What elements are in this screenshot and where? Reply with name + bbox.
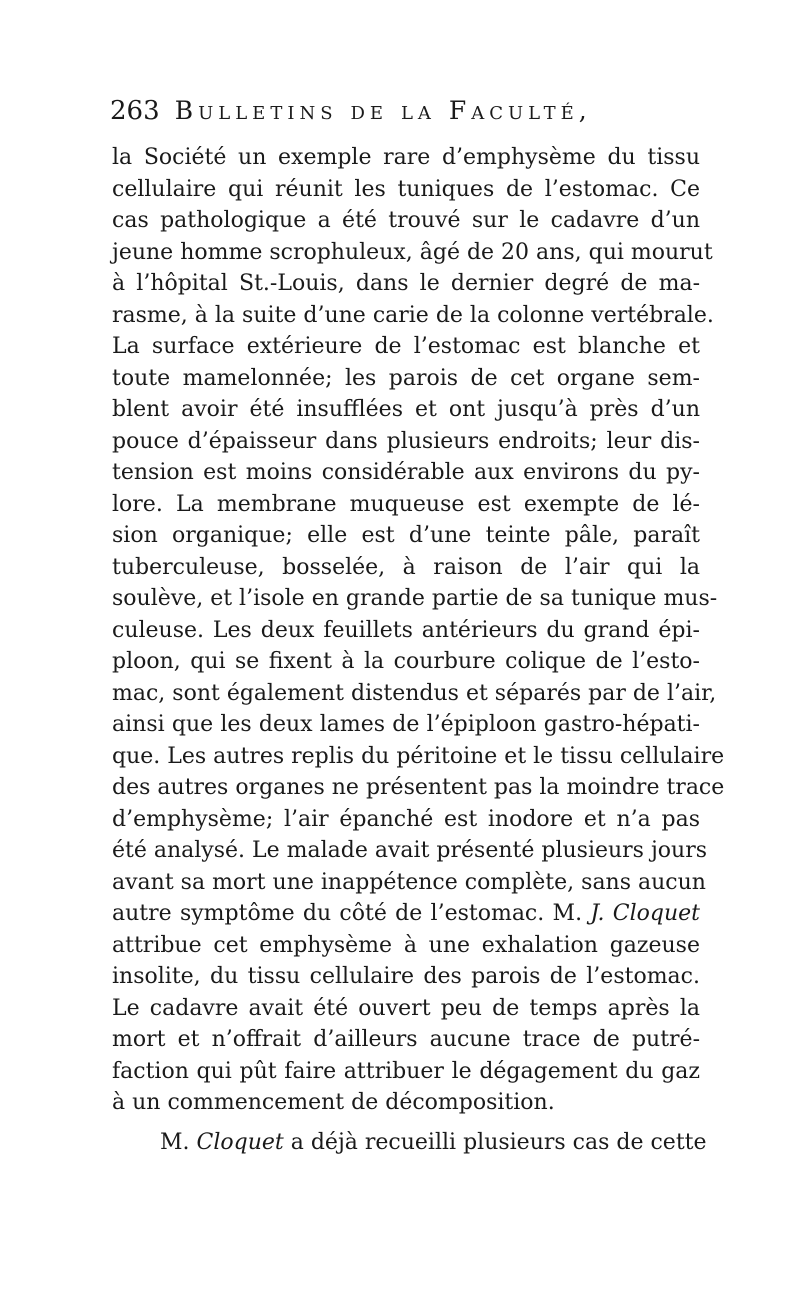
text-line-with-italic [112, 1127, 707, 1159]
text-line: culeuse. Les deux feuillets antérieurs du grand épi- [112, 617, 700, 643]
text-span: M. [160, 1129, 197, 1155]
text-line: la Société un exemple rare d’emphysème du tissu [112, 145, 700, 170]
text-span: autre symptôme du côté de l’estomac. [112, 901, 545, 926]
text-line: cas pathologique a été trouvé sur le cadavre d’un [112, 208, 700, 233]
text-line: La surface extérieure de l’estomac est blanche et [112, 334, 700, 359]
text-span: M. [544, 901, 591, 926]
paragraph-1 [112, 142, 725, 1119]
paragraph-2 [112, 1127, 707, 1159]
text-line: ploon, qui se fixent à la courbure colique de l’esto- [112, 649, 700, 674]
body-text [112, 142, 725, 1158]
text-line: toute mamelonnée; les parois de cet organe sem- [112, 365, 700, 391]
text-line: blent avoir été insufflées et ont jusqu’à près d’un [112, 397, 700, 422]
text-line: lore. La membrane muqueuse est exempte de lé- [112, 491, 700, 517]
text-line: mac, sont également distendus et séparés par de l’air, [112, 680, 717, 706]
text-line: attribue cet emphysème à une exhalation gazeuse [112, 932, 700, 958]
text-line: soulève, et l’isole en grande partie de sa tunique mus- [112, 586, 718, 611]
page-number: 263 [110, 96, 160, 126]
text-line: à l’hôpital St.-Louis, dans le dernier degré de ma- [112, 271, 700, 296]
text-line: pouce d’épaisseur dans plusieurs endroits; leur dis- [112, 428, 700, 454]
text-line: mort et n’offrait d’ailleurs aucune trace de putré- [112, 1027, 700, 1052]
text-line: rasme, à la suite d’une carie de la colonne vertébrale. [112, 302, 714, 328]
running-head [110, 96, 690, 136]
text-line: ainsi que les deux lames de l’épiploon gastro-hépati- [112, 712, 700, 737]
text-line: avant sa mort une inappétence complète, sans aucun [112, 869, 706, 895]
text-line: sion organique; elle est d’une teinte pâle, paraît [112, 523, 700, 548]
text-line: insolite, du tissu cellulaire des parois de l’estomac. [112, 964, 700, 989]
text-line: faction qui pût faire attribuer le dégagement du gaz [112, 1058, 700, 1084]
text-line: des autres organes ne présentent pas la moindre trace [112, 775, 725, 800]
text-line: été analysé. Le malade avait présenté plusieurs jours [112, 838, 708, 863]
paragraph-gap [112, 1119, 700, 1127]
text-span: a déjà recueilli plusieurs cas de cette [283, 1129, 707, 1155]
text-line: que. Les autres replis du péritoine et le tissu cellulaire [112, 743, 725, 769]
italic-name: J. Cloquet [590, 901, 700, 926]
text-line: tension est moins considérable aux environs du py- [112, 460, 700, 485]
italic-name: Cloquet [196, 1129, 284, 1155]
text-line: jeune homme scrophuleux, âgé de 20 ans, qui mourut [112, 239, 713, 265]
text-line: tuberculeuse, bosselée, à raison de l’air qui la [112, 554, 700, 580]
text-line: d’emphysème; l’air épanché est inodore et n’a pas [112, 806, 700, 832]
text-line: cellulaire qui réunit les tuniques de l’estomac. Ce [112, 176, 700, 202]
running-head-title: Bulletins de la Faculté, [174, 96, 592, 125]
text-line-with-italic [112, 898, 700, 930]
text-line: Le cadavre avait été ouvert peu de temps après la [112, 995, 700, 1021]
text-line: à un commencement de décomposition. [112, 1090, 555, 1115]
